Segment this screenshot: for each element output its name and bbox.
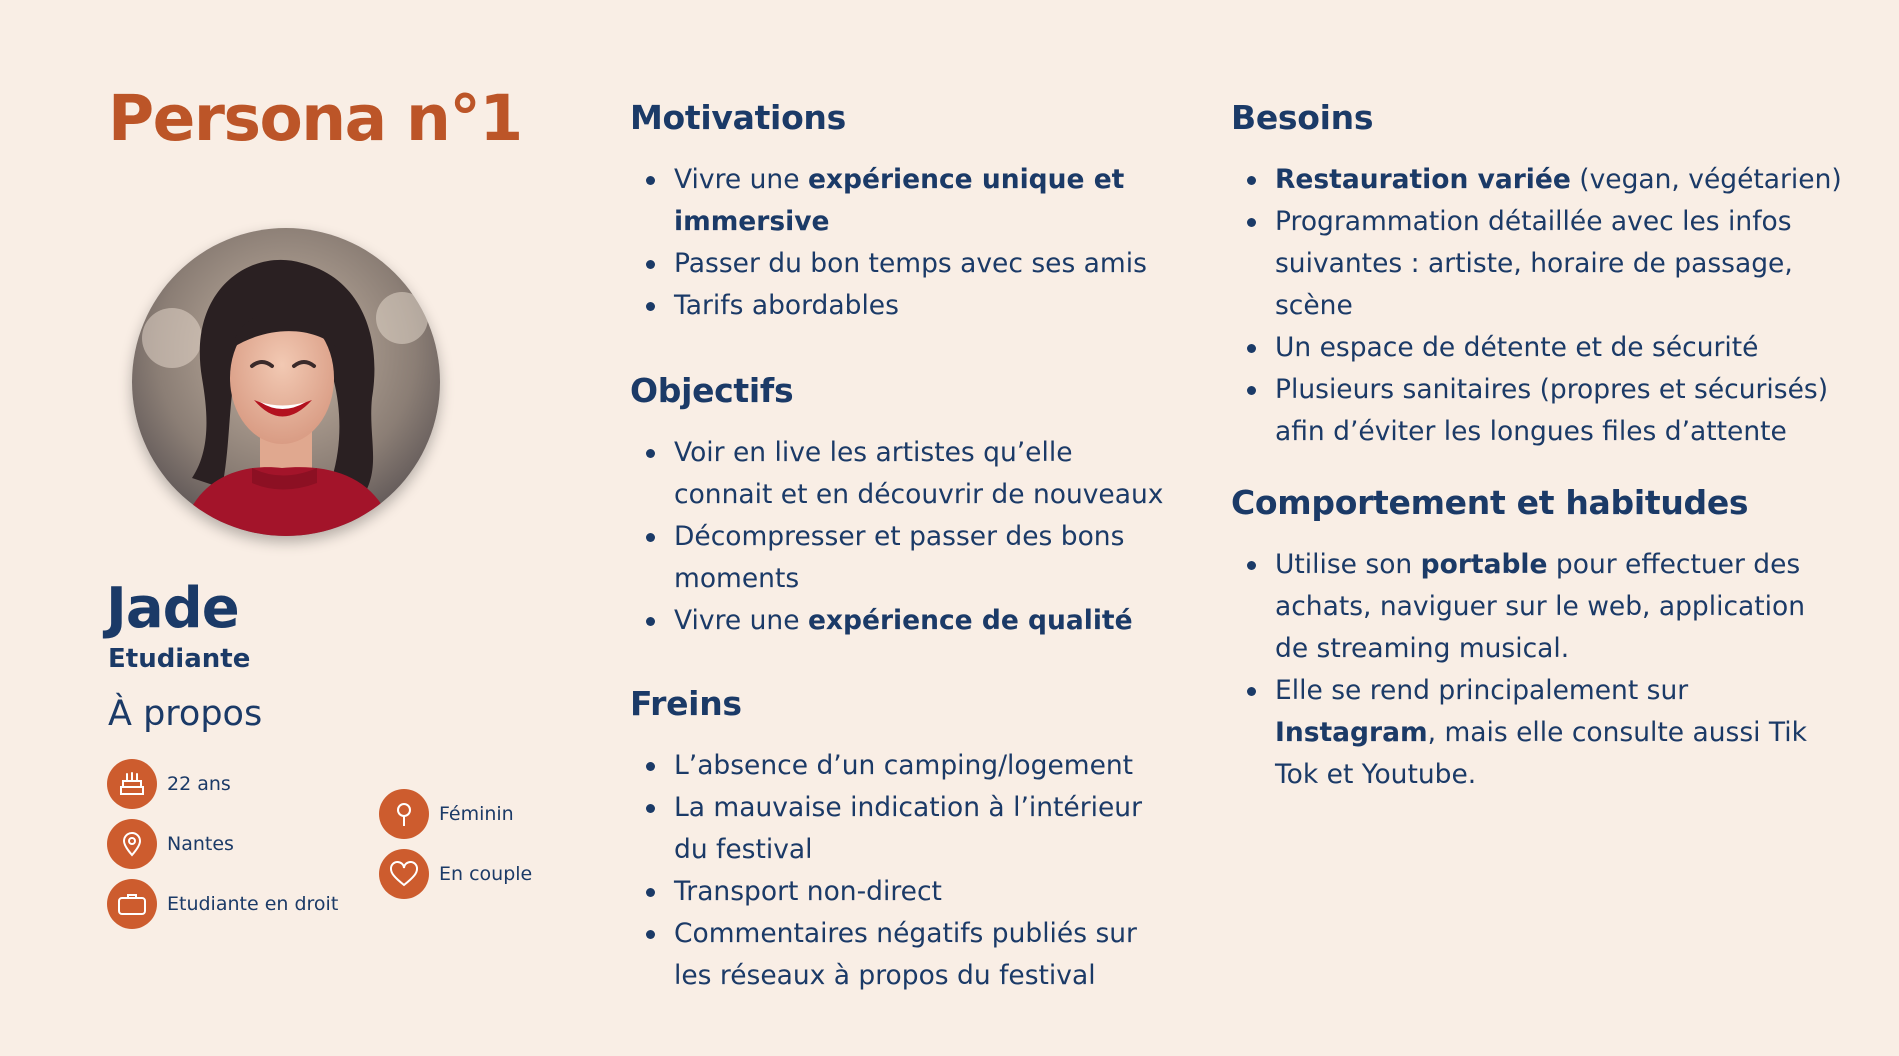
persona-portrait-illustration (132, 228, 440, 536)
list-item (674, 745, 1170, 787)
info-gender-label: Féminin (439, 803, 514, 825)
info-gender (379, 789, 514, 839)
freins-section (630, 684, 1170, 997)
list-item-text: , mais elle consulte aussi Tik Tok et Youtube. (1275, 717, 1808, 790)
list-item-text: Voir en live les artistes qu’elle connait et en découvrir de nouveaux (674, 437, 1164, 510)
list-item (1275, 369, 1851, 453)
objectifs-list (630, 432, 1170, 642)
list-item (674, 871, 1170, 913)
list-item (674, 516, 1170, 600)
list-item-text: Programmation détaillée avec les infos suivantes : artiste, horaire de passage, scène (1275, 206, 1793, 321)
persona-name: Jade (106, 576, 239, 641)
location-pin-icon (107, 819, 157, 869)
list-item-emphasis: Restauration variée (1275, 164, 1571, 195)
info-age (107, 759, 231, 809)
info-relationship (379, 849, 532, 899)
page-title: Persona n°1 (108, 82, 522, 155)
info-city-label: Nantes (167, 833, 234, 855)
besoins-heading: Besoins (1231, 98, 1374, 137)
list-item (674, 913, 1170, 997)
list-item-text: (vegan, végétarien) (1570, 164, 1842, 195)
list-item-text: Utilise son (1275, 549, 1421, 580)
list-item-text: Commentaires négatifs publiés sur les réseaux à propos du festival (674, 918, 1137, 991)
briefcase-icon (107, 879, 157, 929)
info-relationship-label: En couple (439, 863, 533, 885)
list-item (1275, 201, 1851, 327)
motivations-section (630, 98, 1170, 327)
motivations-list (630, 159, 1170, 327)
list-item-text: Transport non-direct (674, 876, 942, 907)
objectifs-heading: Objectifs (630, 371, 794, 410)
list-item (674, 285, 1170, 327)
list-item-emphasis: portable (1420, 549, 1548, 580)
list-item-emphasis: Instagram (1275, 717, 1428, 748)
list-item-text: Elle se rend principalement sur (1275, 675, 1689, 706)
comportement-list (1231, 544, 1831, 796)
persona-photo (132, 228, 440, 536)
info-occupation-label: Etudiante en droit (167, 893, 339, 915)
list-item (674, 787, 1170, 871)
info-age-label: 22 ans (167, 773, 231, 795)
list-item-text: La mauvaise indication à l’intérieur du festival (674, 792, 1142, 865)
info-occupation (107, 879, 338, 929)
about-heading: À propos (108, 694, 263, 734)
heart-icon (379, 849, 429, 899)
objectifs-section (630, 371, 1170, 642)
freins-heading: Freins (630, 684, 742, 723)
list-item-text: pour effectuer des achats, naviguer sur le web, application de streaming musical. (1275, 549, 1806, 664)
list-item-text: Passer du bon temps avec ses amis (674, 248, 1147, 279)
besoins-section (1231, 98, 1851, 453)
list-item-text: Tarifs abordables (674, 290, 899, 321)
info-city (107, 819, 234, 869)
list-item (1275, 327, 1851, 369)
list-item-text: Vivre une (674, 164, 808, 195)
list-item-text: L’absence d’un camping/logement (674, 750, 1134, 781)
list-item (674, 243, 1170, 285)
motivations-heading: Motivations (630, 98, 846, 137)
comportement-heading: Comportement et habitudes (1231, 483, 1749, 522)
freins-list (630, 745, 1170, 997)
list-item (674, 600, 1170, 642)
list-item-text: Plusieurs sanitaires (propres et sécurisés) afin d’éviter les longues files d’attente (1275, 374, 1829, 447)
list-item-text: Un espace de détente et de sécurité (1275, 332, 1759, 363)
persona-role: Etudiante (108, 644, 251, 674)
list-item-emphasis: expérience de qualité (807, 605, 1133, 636)
besoins-list (1231, 159, 1851, 453)
list-item (1275, 544, 1831, 670)
list-item (674, 159, 1170, 243)
list-item (674, 432, 1170, 516)
comportement-section (1231, 483, 1831, 796)
list-item (1275, 670, 1831, 796)
list-item-text: Vivre une (674, 605, 808, 636)
list-item (1275, 159, 1851, 201)
birthday-cake-icon (107, 759, 157, 809)
list-item-emphasis: expérience unique et immersive (674, 164, 1125, 237)
female-symbol-icon (379, 789, 429, 839)
list-item-text: Décompresser et passer des bons moments (674, 521, 1125, 594)
